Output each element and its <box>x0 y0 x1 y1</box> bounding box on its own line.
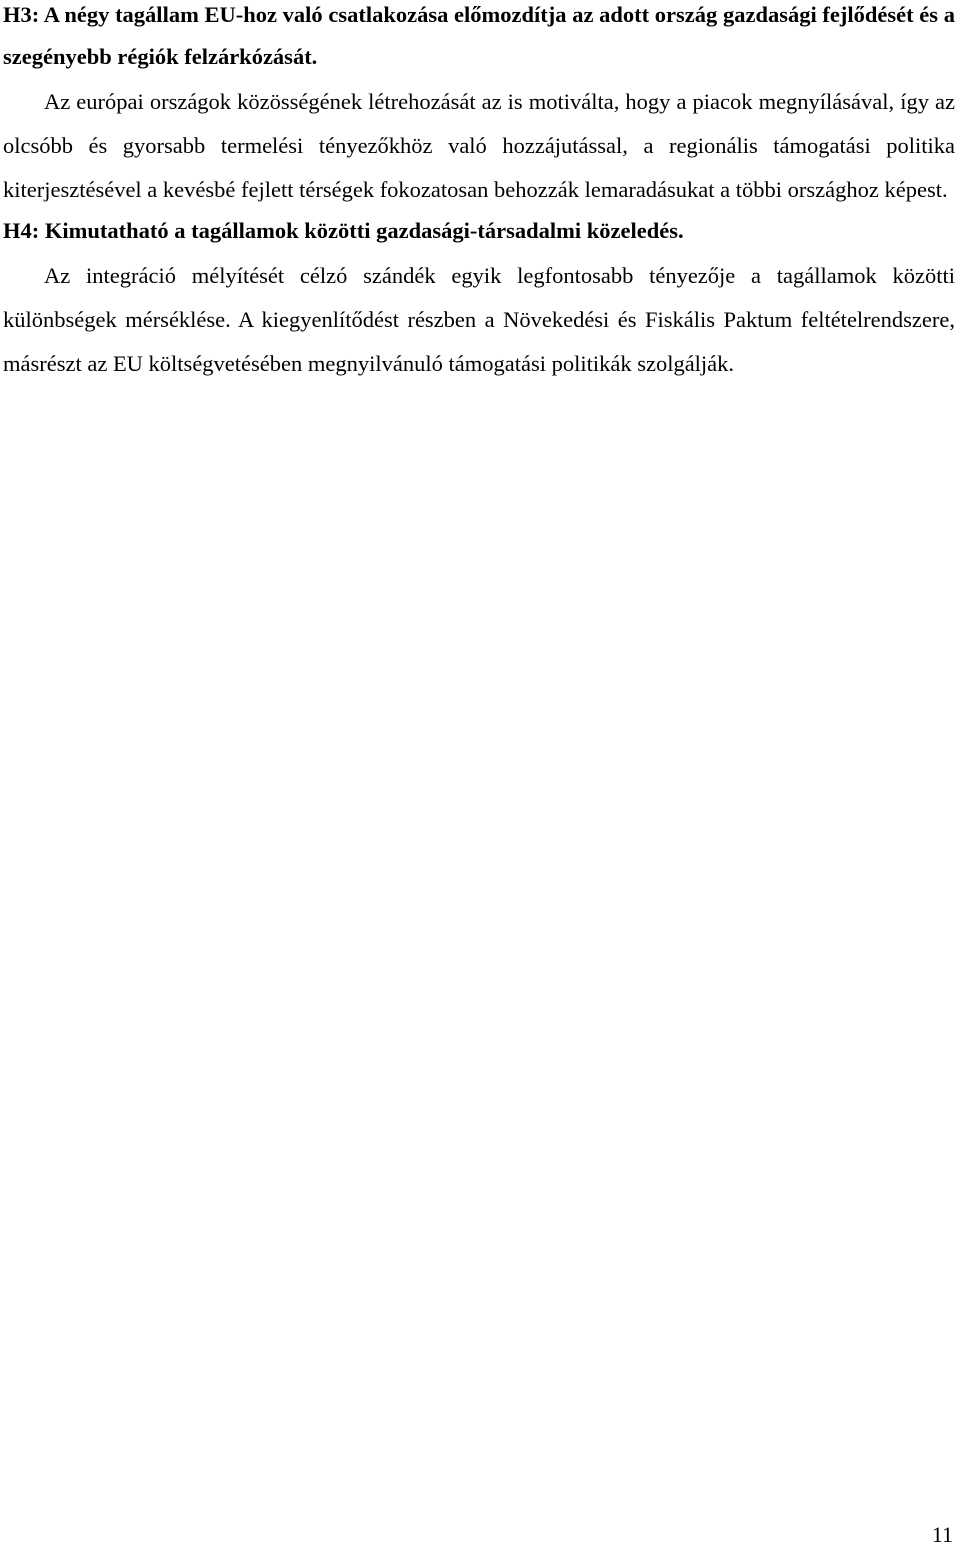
hypothesis-h4-heading: H4: Kimutatható a tagállamok közötti gazdasági-társadalmi közeledés. <box>3 218 684 243</box>
hypothesis-h3-paragraph: Az európai országok közösségének létrehozását az is motiválta, hogy a piacok megnyílásával, így az olcsóbb és gyorsabb termelési tényezőkhöz való hozzájutással, a regionális támogatási politika kiterjesztésével a kevésbé fejlett térségek fokozatosan behozzák lemaradásukat a többi országhoz képest. <box>3 89 955 202</box>
document-body <box>3 0 955 386</box>
hypothesis-h4-paragraph: Az integráció mélyítését célzó szándék egyik legfontosabb tényezője a tagállamok közötti különbségek mérséklése. A kiegyenlítődést részben a Növekedési és Fiskális Paktum feltételrendszere, másrészt az EU költségvetésében megnyilvánuló támogatási politikák szolgálják. <box>3 263 955 376</box>
hypothesis-h3-heading: H3: A négy tagállam EU-hoz való csatlakozása előmozdítja az adott ország gazdasági fejlődését és a szegényebb régiók felzárkózását. <box>3 2 955 69</box>
page-number: 11 <box>931 1522 953 1547</box>
